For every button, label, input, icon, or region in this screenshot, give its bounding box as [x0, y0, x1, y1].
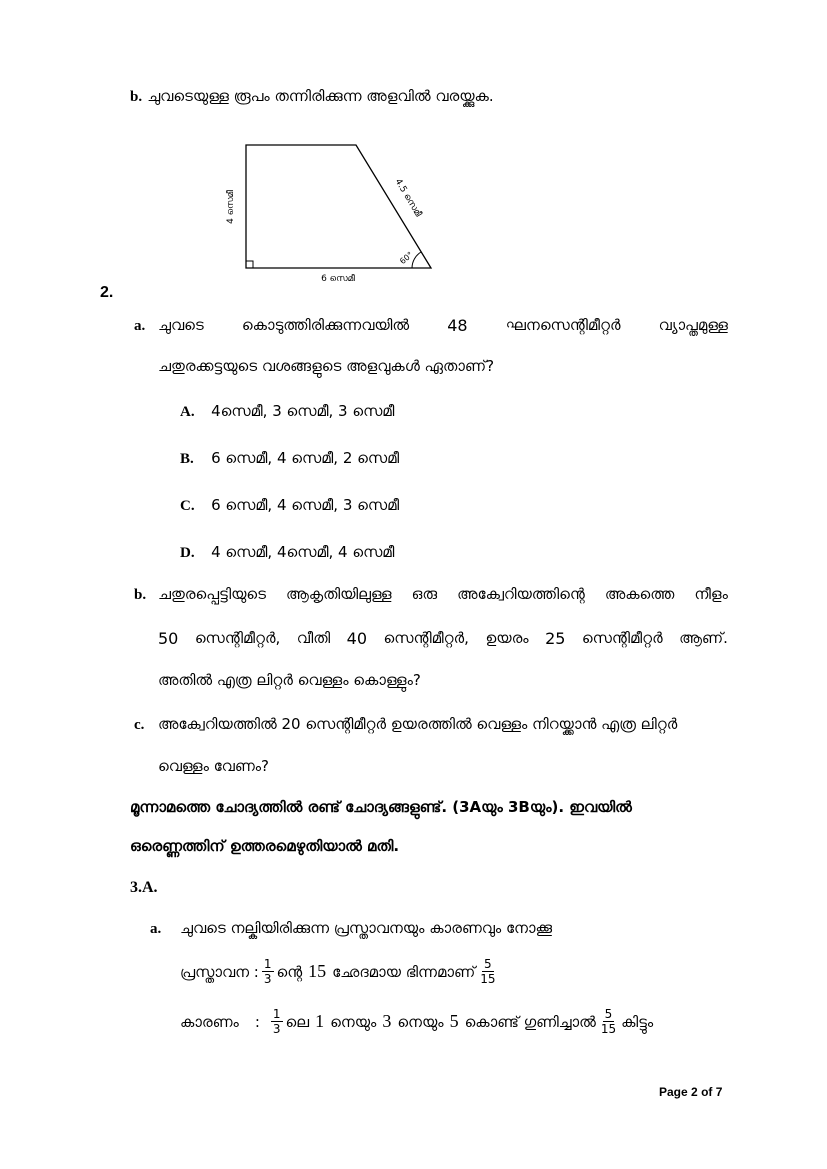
q2b-l2-w2: സെന്റിമീറ്റർ,	[194, 629, 281, 647]
q2c-label: c.	[134, 717, 145, 733]
reason-frac2-num: 5	[604, 1007, 613, 1021]
q2a-label: a.	[134, 318, 146, 334]
reason-frac-den: 3	[272, 1022, 281, 1036]
statement-label: പ്രസ്താവന :	[180, 962, 259, 981]
option-d-text: 4 സെമീ, 4സെമീ, 4 സെമീ	[211, 543, 395, 561]
reason-fraction	[271, 1007, 283, 1036]
q2b-line3: അതിൽ എത്ര ലിറ്റർ വെള്ളം കൊള്ളും?	[158, 671, 421, 689]
angle-arc	[412, 252, 421, 268]
side-slant-label: 4.5 സെമീ	[392, 177, 423, 219]
statement-frac2-den: 15	[480, 972, 496, 986]
q2b-l2-w9: ആണ്.	[679, 629, 728, 647]
q2b-l2-w4: 40	[346, 629, 368, 648]
angle-label: 60°	[398, 250, 415, 267]
option-b-text: 6 സെമീ, 4 സെമീ, 2 സെമീ	[211, 449, 400, 467]
q1b-line	[130, 86, 494, 106]
q2a-w5: വ്യാപ്തമുള്ള	[658, 316, 728, 334]
side-left-label: 4 സെമീ	[226, 190, 236, 224]
option-a-label: A.	[180, 404, 195, 420]
q2b-l1-w1: ചതുരപ്പെട്ടിയുടെ	[158, 585, 266, 603]
reason-colon: :	[254, 1012, 260, 1031]
q3a-statement	[180, 957, 501, 986]
q3-number: 3.A.	[130, 879, 158, 896]
q2a-w3: 48	[447, 316, 468, 335]
reason-part2: നെയും	[330, 1012, 377, 1031]
q1b-text: ചുവടെയുള്ള രൂപം തന്നിരിക്കുന്ന അളവിൽ വരയ്ക്കുക.	[147, 87, 494, 105]
q2c-line1: അക്വേറിയത്തിൽ 20 സെന്റിമീറ്റർ ഉയരത്തിൽ വെള്ളം നിറയ്ക്കാൻ എത്ര ലിറ്റർ	[158, 715, 678, 733]
q2b-l1-w2: ആകൃതിയിലുള്ള	[286, 585, 392, 603]
reason-end: കിട്ടും	[621, 1012, 654, 1031]
reason-part3: നെയും	[397, 1012, 444, 1031]
q2-number: 2.	[100, 284, 114, 301]
trapezoid-shape	[246, 145, 431, 268]
q2a-w2: കൊടുത്തിരിക്കുന്നവയിൽ	[241, 316, 410, 334]
q2a-option-d	[180, 542, 394, 562]
statement-frac2-num: 5	[484, 957, 492, 971]
page-of: of	[701, 1085, 713, 1099]
q2b-l2-w6: ഉയരം	[485, 629, 529, 647]
side-bottom-label: 6 സെമീ	[321, 274, 355, 284]
page-label: Page	[659, 1085, 688, 1099]
reason-label: കാരണം	[180, 1012, 239, 1031]
reason-number-1: 1	[315, 1011, 325, 1031]
option-c-label: C.	[180, 498, 195, 514]
page-total: 7	[715, 1085, 723, 1099]
statement-mid: ന്റെ	[276, 962, 303, 981]
right-angle-mark	[246, 261, 253, 268]
page-number	[659, 1085, 722, 1099]
q2a-option-b	[180, 448, 399, 468]
q2a-w4: ഘനസെന്റിമീറ്റർ	[505, 316, 621, 334]
q1b-label: b.	[130, 89, 143, 105]
q2b-label: b.	[134, 587, 147, 603]
reason-frac-num: 1	[272, 1007, 281, 1021]
option-a-text: 4സെമീ, 3 സെമീ, 3 സെമീ	[211, 402, 395, 420]
q2b-l2-w1: 50	[158, 629, 179, 648]
q2a-option-c	[180, 495, 399, 515]
option-d-label: D.	[180, 545, 195, 561]
reason-number-3: 5	[449, 1011, 459, 1031]
trapezoid-figure	[220, 135, 440, 285]
q2a-option-a	[180, 401, 394, 421]
option-c-text: 6 സെമീ, 4 സെമീ, 3 സെമീ	[211, 496, 400, 514]
q2a-line1	[158, 316, 728, 335]
reason-frac2-den: 15	[600, 1022, 617, 1036]
reason-fraction-2	[599, 1007, 618, 1036]
q2b-l1-w5: അകത്തെ	[604, 585, 675, 603]
reason-part1: ലെ	[285, 1012, 310, 1031]
q3a-reason	[180, 1007, 653, 1036]
q2b-l1-w4: അക്വേറിയത്തിന്റെ	[457, 585, 585, 603]
q3a-label: a.	[150, 921, 162, 937]
q3a-intro: ചുവടെ നല്കിയിരിക്കുന്ന പ്രസ്താവനയും കാരണവും നോക്കൂ	[180, 919, 553, 937]
option-b-label: B.	[180, 451, 194, 467]
statement-frac-num: 1	[263, 957, 272, 971]
q2b-l1-w6: നീളം	[694, 585, 728, 603]
q2b-l1-w3: ഒരു	[411, 585, 438, 603]
instruction-line2: ഒരെണ്ണത്തിന് ഉത്തരമെഴുതിയാൽ മതി.	[130, 837, 400, 855]
q2b-line2	[158, 629, 728, 648]
reason-number-2: 3	[382, 1011, 392, 1031]
page-current: 2	[691, 1085, 698, 1099]
q2a-line2: ചതുരക്കട്ടയുടെ വശങ്ങളുടെ അളവുകൾ ഏതാണ്?	[158, 357, 495, 375]
q2a-w1: ചുവടെ	[158, 316, 204, 334]
statement-fraction	[262, 957, 274, 986]
q2b-l2-w7: 25	[545, 629, 566, 648]
q2b-l2-w3: വീതി	[296, 629, 331, 647]
q2b-line1	[158, 585, 728, 603]
statement-number: 15	[308, 961, 327, 981]
q2c-line2: വെള്ളം വേണം?	[158, 757, 269, 775]
reason-part4: കൊണ്ട് ഗുണിച്ചാൽ	[464, 1012, 596, 1031]
q2b-l2-w8: സെന്റിമീറ്റർ	[581, 629, 663, 647]
instruction-line1: മൂന്നാമത്തെ ചോദ്യത്തിൽ രണ്ട് ചോദ്യങ്ങളുണ്ട്. (3Aയും 3Bയും). ഇവയിൽ	[130, 798, 632, 816]
statement-fraction-2	[478, 957, 497, 986]
q2b-l2-w5: സെന്റിമീറ്റർ,	[383, 629, 469, 647]
statement-text: ഛേദമായ ഭിന്നമാണ്	[332, 962, 476, 981]
statement-frac-den: 3	[263, 972, 272, 986]
